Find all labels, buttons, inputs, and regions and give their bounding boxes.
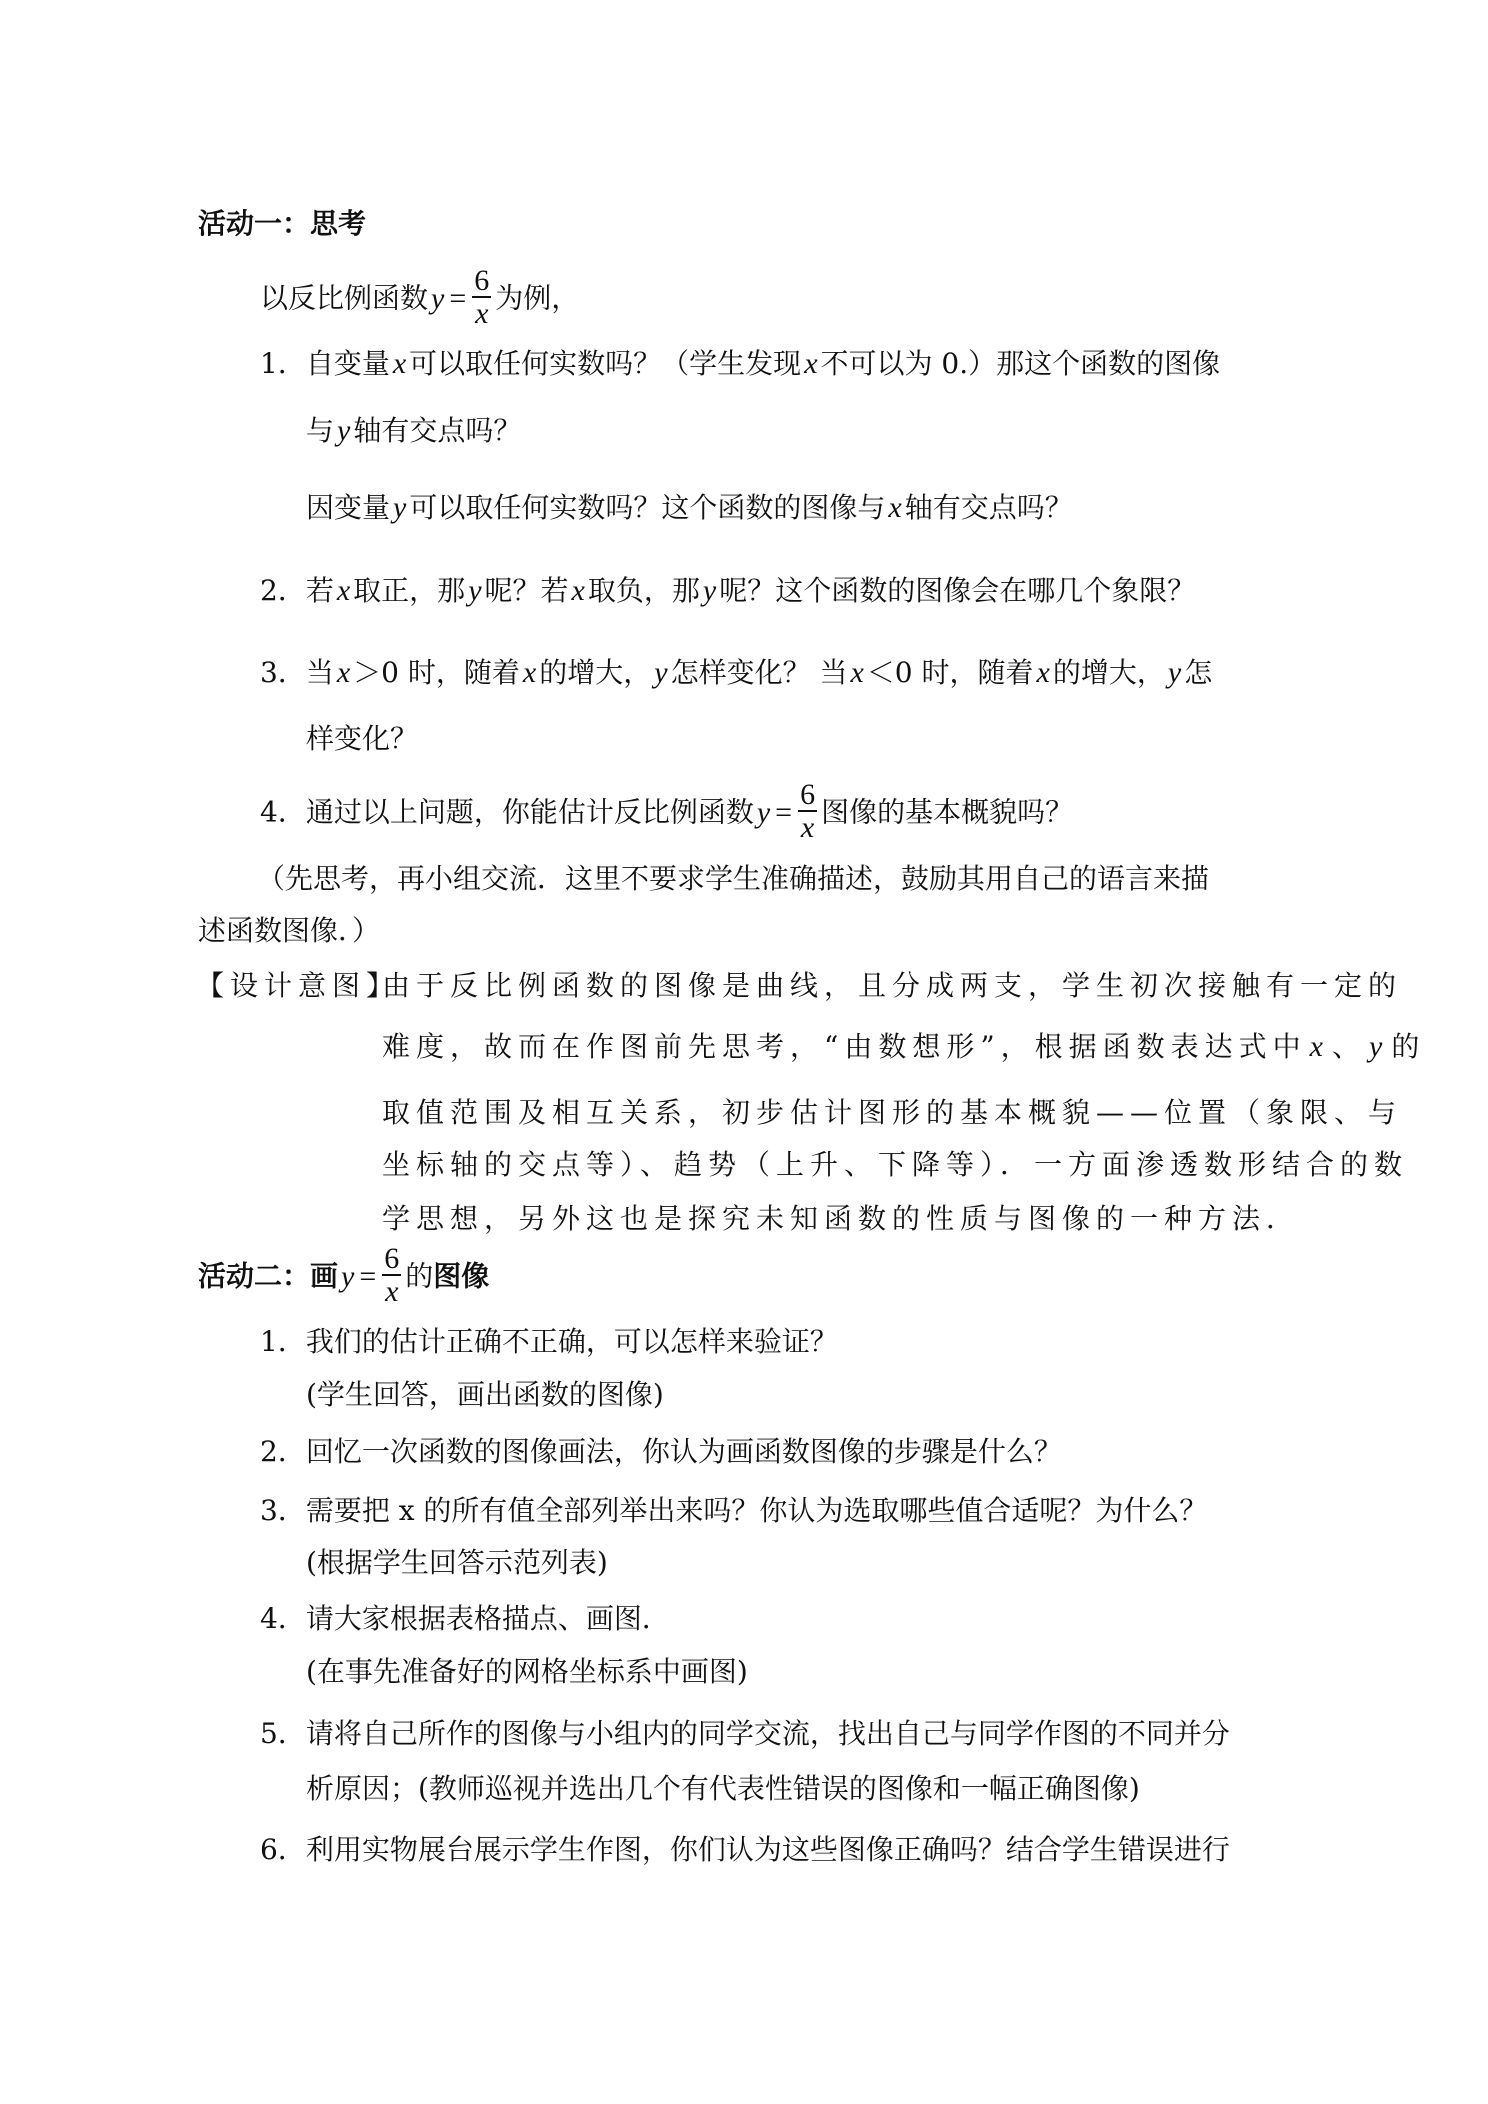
fraction-6-over-x: $\frac{6}{x}$: [800, 778, 816, 844]
step-5: 5．请将自己所作的图像与小组内的同学交流，找出自己与同学作图的不同并分: [260, 1717, 1230, 1750]
step-5-cont: 析原因；(教师巡视并选出几个有代表性错误的图像和一幅正确图像): [306, 1772, 1140, 1805]
note-line-2: 述函数图像．）: [198, 914, 381, 947]
step-3-note: (根据学生回答示范列表): [306, 1546, 608, 1579]
design-intent-label: 【设计意图】: [196, 969, 401, 1002]
step-4-note: (在事先准备好的网格坐标系中画图): [306, 1655, 748, 1688]
question-1-cont: 与 y 轴有交点吗？: [306, 414, 522, 447]
step-4: 4．请大家根据表格描点、画图．: [260, 1602, 670, 1635]
activity1-intro: 以反比例函数 y = $\frac{6}{x}$ 为例，: [260, 264, 580, 330]
step-1-note: (学生回答，画出函数的图像): [306, 1378, 664, 1411]
question-1b: 因变量 y 可以取任何实数吗？这个函数的图像与 x 轴有交点吗？: [306, 491, 1073, 524]
design-intent-line-5: 学思想，另外这也是探究未知函数的性质与图像的一种方法．: [382, 1202, 1301, 1235]
step-2: 2．回忆一次函数的图像画法，你认为画函数图像的步骤是什么？: [260, 1435, 1062, 1468]
fraction-6-over-x: $\frac{6}{x}$: [474, 264, 490, 330]
question-2: 2．若 x 取正，那 y 呢？若 x 取负，那 y 呢？这个函数的图像会在哪几个象限？: [260, 574, 1196, 607]
question-3: 3．当 x ＞0 时，随着 x 的增大， y 怎样变化？ 当 x ＜0 时，随着 x 的增大， y 怎: [260, 656, 1213, 689]
activity1-title: 活动一：思考: [198, 207, 367, 240]
step-3: 3．需要把 x 的所有值全部列举出来吗？你认为选取哪些值合适呢？为什么？: [260, 1494, 1208, 1527]
step-6: 6．利用实物展台展示学生作图，你们认为这些图像正确吗？结合学生错误进行: [260, 1833, 1230, 1866]
activity2-title: 活动二：画 y = $\frac{6}{x}$ 的图像: [198, 1242, 490, 1308]
question-1: 1．自变量 x 可以取任何实数吗？（学生发现 x 不可以为 0.）那这个函数的图像: [260, 347, 1221, 380]
fraction-6-over-x: $\frac{6}{x}$: [384, 1242, 400, 1308]
design-intent-line-1: 由于反比例函数的图像是曲线，且分成两支，学生初次接触有一定的: [382, 969, 1403, 1002]
design-intent-line-3: 取值范围及相互关系，初步估计图形的基本概貌——位置（象限、与: [382, 1096, 1403, 1129]
question-3-cont: 样变化？: [306, 722, 419, 755]
design-intent-line-2: 难度，故而在作图前先思考，“由数想形”，根据函数表达式中 x 、 y 的: [382, 1030, 1426, 1063]
note-line-1: （先思考，再小组交流．这里不要求学生准确描述，鼓励其用自己的语言来描: [257, 862, 1210, 895]
design-intent-line-4: 坐标轴的交点等）、趋势（上升、下降等）．一方面渗透数形结合的数: [382, 1148, 1409, 1181]
step-1: 1．我们的估计正确不正确，可以怎样来验证？: [260, 1325, 838, 1358]
question-4: 4．通过以上问题，你能估计反比例函数 y = $\frac{6}{x}$ 图像的基本概貌吗？: [260, 778, 1074, 844]
